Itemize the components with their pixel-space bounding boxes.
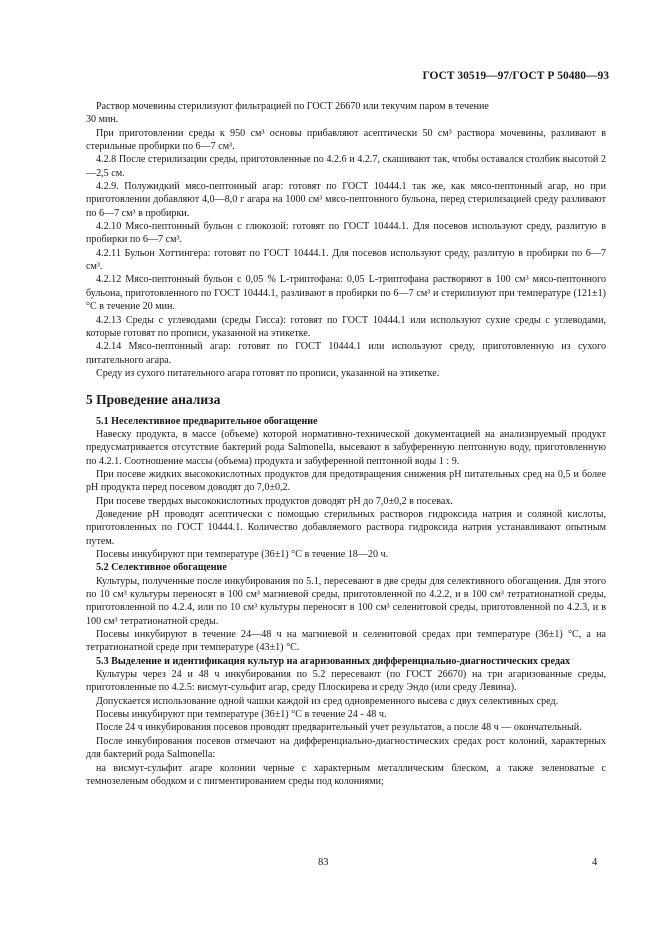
paragraph: Навеску продукта, в массе (объеме) которой нормативно-технической документацией на анализируемый продукт предусматривается отсутствие бактерий рода Salmonella, высевают в забуференную пептонную воду, приготовленную по 4.2.1. Соотношение массы (объема) продукта и забуференной пептонной воды 1 : 9. (86, 428, 606, 467)
paragraph: Культуры, полученные после инкубирования по 5.1, пересевают в две среды для селективного обогащения. Для этого по 10 см³ культуры переносят в 100 см³ магниевой среды, приготовленной по 4.2.2, и в 100 см³ тетратионатной среды, приготовленной по 4.2.4, или по 10 см³ культуры переносят в 100 см³ селенитовой среды, приготовленной по 4.2.3, и в 100 см³ тетратионатной среды. (86, 575, 606, 627)
page-number: 83 (318, 857, 329, 868)
paragraph: 4.2.11 Бульон Хоттингера: готовят по ГОСТ 10444.1. Для посевов используют среду, разлитую в пробирки по 6—7 см³. (86, 247, 606, 273)
paragraph: 4.2.9. Полужидкий мясо-пептонный агар: готовят по ГОСТ 10444.1 так же, как мясо-пептонный агар, но при приготовлении добавляют 4,0—8,0 г агара на 1000 см³ мясо-пептонного бульона, перед стерилизацией среду разливают по 6—7 см³ в пробирки. (86, 181, 606, 219)
paragraph: После инкубирования посевов отмечают на дифференциально-диагностических средах рост колоний, характерных для бактерий рода Salmonella: (86, 735, 606, 761)
paragraph: 4.2.12 Мясо-пептонный бульон с 0,05 % L-триптофана: 0,05 L-триптофана растворяют в 100 см³ мясо-пептонного бульона, приготовленного по ГОСТ 10444.1, разливают в пробирки по 6—7 см³ и стерилизуют при температуре (121±1) °С в течение 20 мин. (86, 274, 606, 313)
subsection-heading: 5.3 Выделение и идентификация культур на агаризованных дифференциально-диагностических средах (96, 655, 571, 667)
paragraph: 4.2.13 Среды с углеводами (среды Гисса): готовят по ГОСТ 10444.1 или используют сухие среды с углеводами, которые готовят по прописи, указанной на этикетке. (86, 314, 606, 339)
paragraph: При посеве твердых высококислотных продуктов доводят pH до 7,0±0,2 в посевах. (96, 495, 453, 507)
paragraph: на висмут-сульфит агаре колонии черные с характерным металлическим блеском, а также зеленоватые с темнозеленым ободком и с пигментированием среды под колониями; (86, 762, 606, 787)
subsection-heading: 5.2 Селективное обогащение (96, 562, 227, 574)
document-header: ГОСТ 30519—97/ГОСТ Р 50480—93 (422, 70, 609, 82)
paragraph: 4.2.10 Мясо-пептонный бульон с глюкозой: готовят по ГОСТ 10444.1. Для посевов используют среду, разлитую в пробирки по 6—7 см³. (86, 221, 606, 246)
paragraph: 30 мин. (86, 114, 119, 126)
paragraph: Доведение pH проводят асептически с помощью стерильных растворов гидроксида натрия и соляной кислоты, приготовленных по ГОСТ 10444.1. Количество добавляемого раствора гидроксида натрия устанавливают опытным путем. (86, 508, 606, 547)
paragraph: При приготовлении среды к 950 см³ основы прибавляют асептически 50 см³ раствора мочевины, разливают в стерильные пробирки по 6—7 см³. (86, 127, 606, 153)
paragraph: Посевы инкубируют при температуре (36±1) °С в течение 24 - 48 ч. (96, 709, 387, 721)
paragraph: Культуры через 24 и 48 ч инкубирования по 5.2 пересевают (по ГОСТ 26670) на три агаризованные среды, приготовленные по 4.2.5: висмут-сульфит агар, среду Плоскирева и среду Эндо (или среду Левина). (86, 669, 606, 694)
paragraph: 4.2.14 Мясо-пептонный агар: готовят по ГОСТ 10444.1 или используют среду, приготовленную из сухого питательного агара. (86, 341, 606, 366)
document-body (86, 100, 606, 788)
paragraph: Среду из сухого питательного агара готовят по прописи, указанной на этикетке. (96, 367, 440, 379)
sheet-number: 4 (592, 857, 598, 868)
paragraph: 4.2.8 После стерилизации среды, приготовленные по 4.2.6 и 4.2.7, скашивают так, чтобы оставался столбик высотой 2—2,5 см. (86, 154, 606, 179)
paragraph: Посевы инкубируют при температуре (36±1) °С в течение 18—20 ч. (96, 549, 389, 560)
section-heading: 5 Проведение анализа (86, 392, 221, 408)
subsection-heading: 5.1 Неселективное предварительное обогащение (96, 415, 318, 427)
paragraph: Раствор мочевины стерилизуют фильтрацией по ГОСТ 26670 или текучим паром в течение (96, 101, 489, 112)
paragraph: Посевы инкубируют в течение 24—48 ч на магниевой и селенитовой средах при температуре (36±1) °С, а на тетратионатной среде при температуре (43±1) °С. (86, 629, 606, 654)
paragraph: Допускается использование одной чашки каждой из сред одновременного высева с двух селективных сред. (96, 695, 559, 707)
paragraph: При посеве жидких высококислотных продуктов для предотвращения снижения pH питательных сред на 0,5 и более pH продукта перед посевом доводят до 7,0±0,2. (86, 468, 606, 494)
paragraph: После 24 ч инкубирования посевов проводят предварительный учет результатов, а после 48 ч — окончательный. (96, 722, 582, 734)
